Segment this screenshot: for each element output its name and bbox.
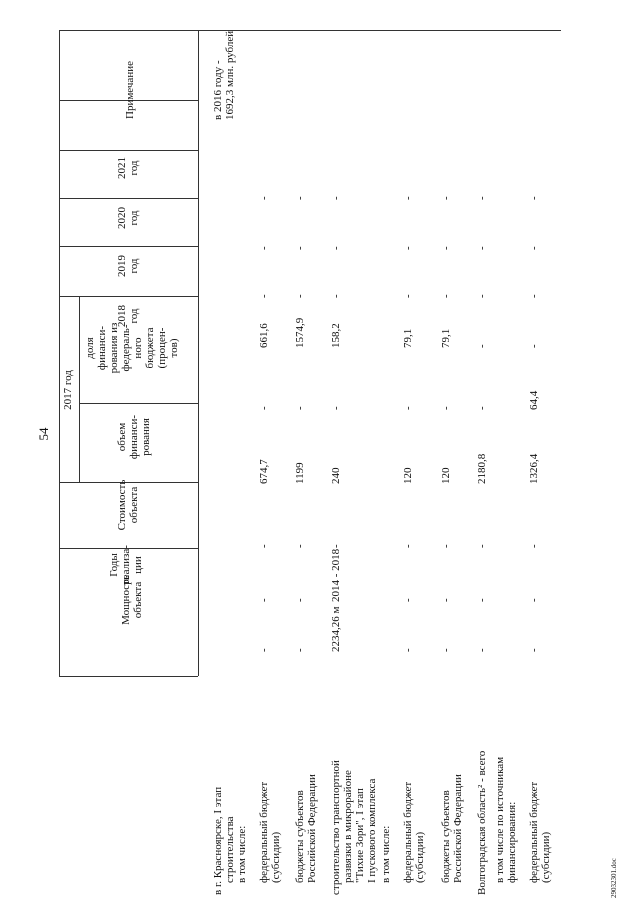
header-share-line5: ного	[132, 337, 144, 359]
header-years-line2: реализа-	[120, 545, 132, 585]
page-number: 54	[36, 427, 51, 441]
header-years-line3: ции	[132, 556, 144, 574]
row-label-line: Волгоградская область² - всего	[476, 750, 488, 895]
header-share-line4: федераль-	[120, 324, 132, 372]
header-power-line1: Мощность	[120, 575, 132, 625]
row-label-line: федеральный бюджет	[528, 781, 540, 883]
note-2016-line1: в 2016 году -	[212, 60, 224, 120]
header-volume-line1: объем	[116, 422, 128, 452]
header-cost-line1: Стоимость	[116, 479, 128, 531]
header-2020-line1: 2020	[116, 207, 128, 229]
row-label-line: (субсидии)	[414, 831, 426, 883]
row-label-line: "Тихие Зори", I этап	[354, 788, 366, 883]
note-2016-line2: 1692,3 млн. рублей	[224, 30, 236, 120]
row-label-line: в том числе по источникам	[494, 756, 506, 883]
header-volume-line2: финанси-	[128, 414, 140, 460]
row-label-line: бюджеты субъектов	[440, 790, 452, 883]
header-2020-line2: год	[128, 210, 140, 226]
header-share-line2: финанси-	[96, 325, 108, 371]
header-2018-line1: 2018	[116, 305, 128, 327]
row-label-line: в том числе:	[380, 825, 392, 883]
row-label-line: Российской Федерации	[452, 774, 464, 883]
header-share-line8: тов)	[168, 338, 180, 358]
header-share-line6: бюджета	[144, 327, 156, 369]
row-label-line: в том числе:	[236, 825, 248, 883]
row-label-line: строительство транспортной	[330, 760, 342, 895]
year2017-divider	[59, 296, 60, 482]
header-2019-line2: год	[128, 258, 140, 274]
header-2019-line1: 2019	[116, 255, 128, 277]
row-label-line: федеральный бюджет	[258, 781, 270, 883]
row-label-line: бюджеты субъектов	[294, 790, 306, 883]
row-label-line: I пускового комплекса	[366, 778, 378, 883]
row-label-line: финансирования:	[506, 801, 518, 883]
header-sep-1	[59, 676, 198, 677]
header-power-line2: объекта	[132, 581, 144, 619]
row-label-line: Российской Федерации	[306, 774, 318, 883]
year2017-sub-divider	[79, 296, 80, 482]
table-top-border	[59, 30, 561, 31]
header-share-line3: рования из	[108, 322, 120, 374]
row-label-line: (субсидии)	[540, 831, 552, 883]
header-2018-line2: год	[128, 308, 140, 324]
row-label-line: федеральный бюджет	[402, 781, 414, 883]
header-2021-line2: год	[128, 160, 140, 176]
row-label-line: в г. Красноярске, I этап	[212, 786, 224, 895]
header-bottom-line	[198, 30, 199, 676]
footer-file-code: 29032301.doc	[610, 858, 618, 898]
header-share-line7: (процен-	[156, 327, 168, 369]
header-cost-line2: объекта	[128, 486, 140, 524]
row-label-line: развязки в микрорайоне	[342, 770, 354, 883]
row-label-line: строительства	[224, 816, 236, 883]
header-years-line1: Годы	[108, 553, 120, 577]
row-label-line: (субсидии)	[270, 831, 282, 883]
header-2021-line1: 2021	[116, 157, 128, 179]
header-share-line1: доля	[84, 337, 96, 359]
header-volume-line3: рования	[140, 418, 152, 456]
